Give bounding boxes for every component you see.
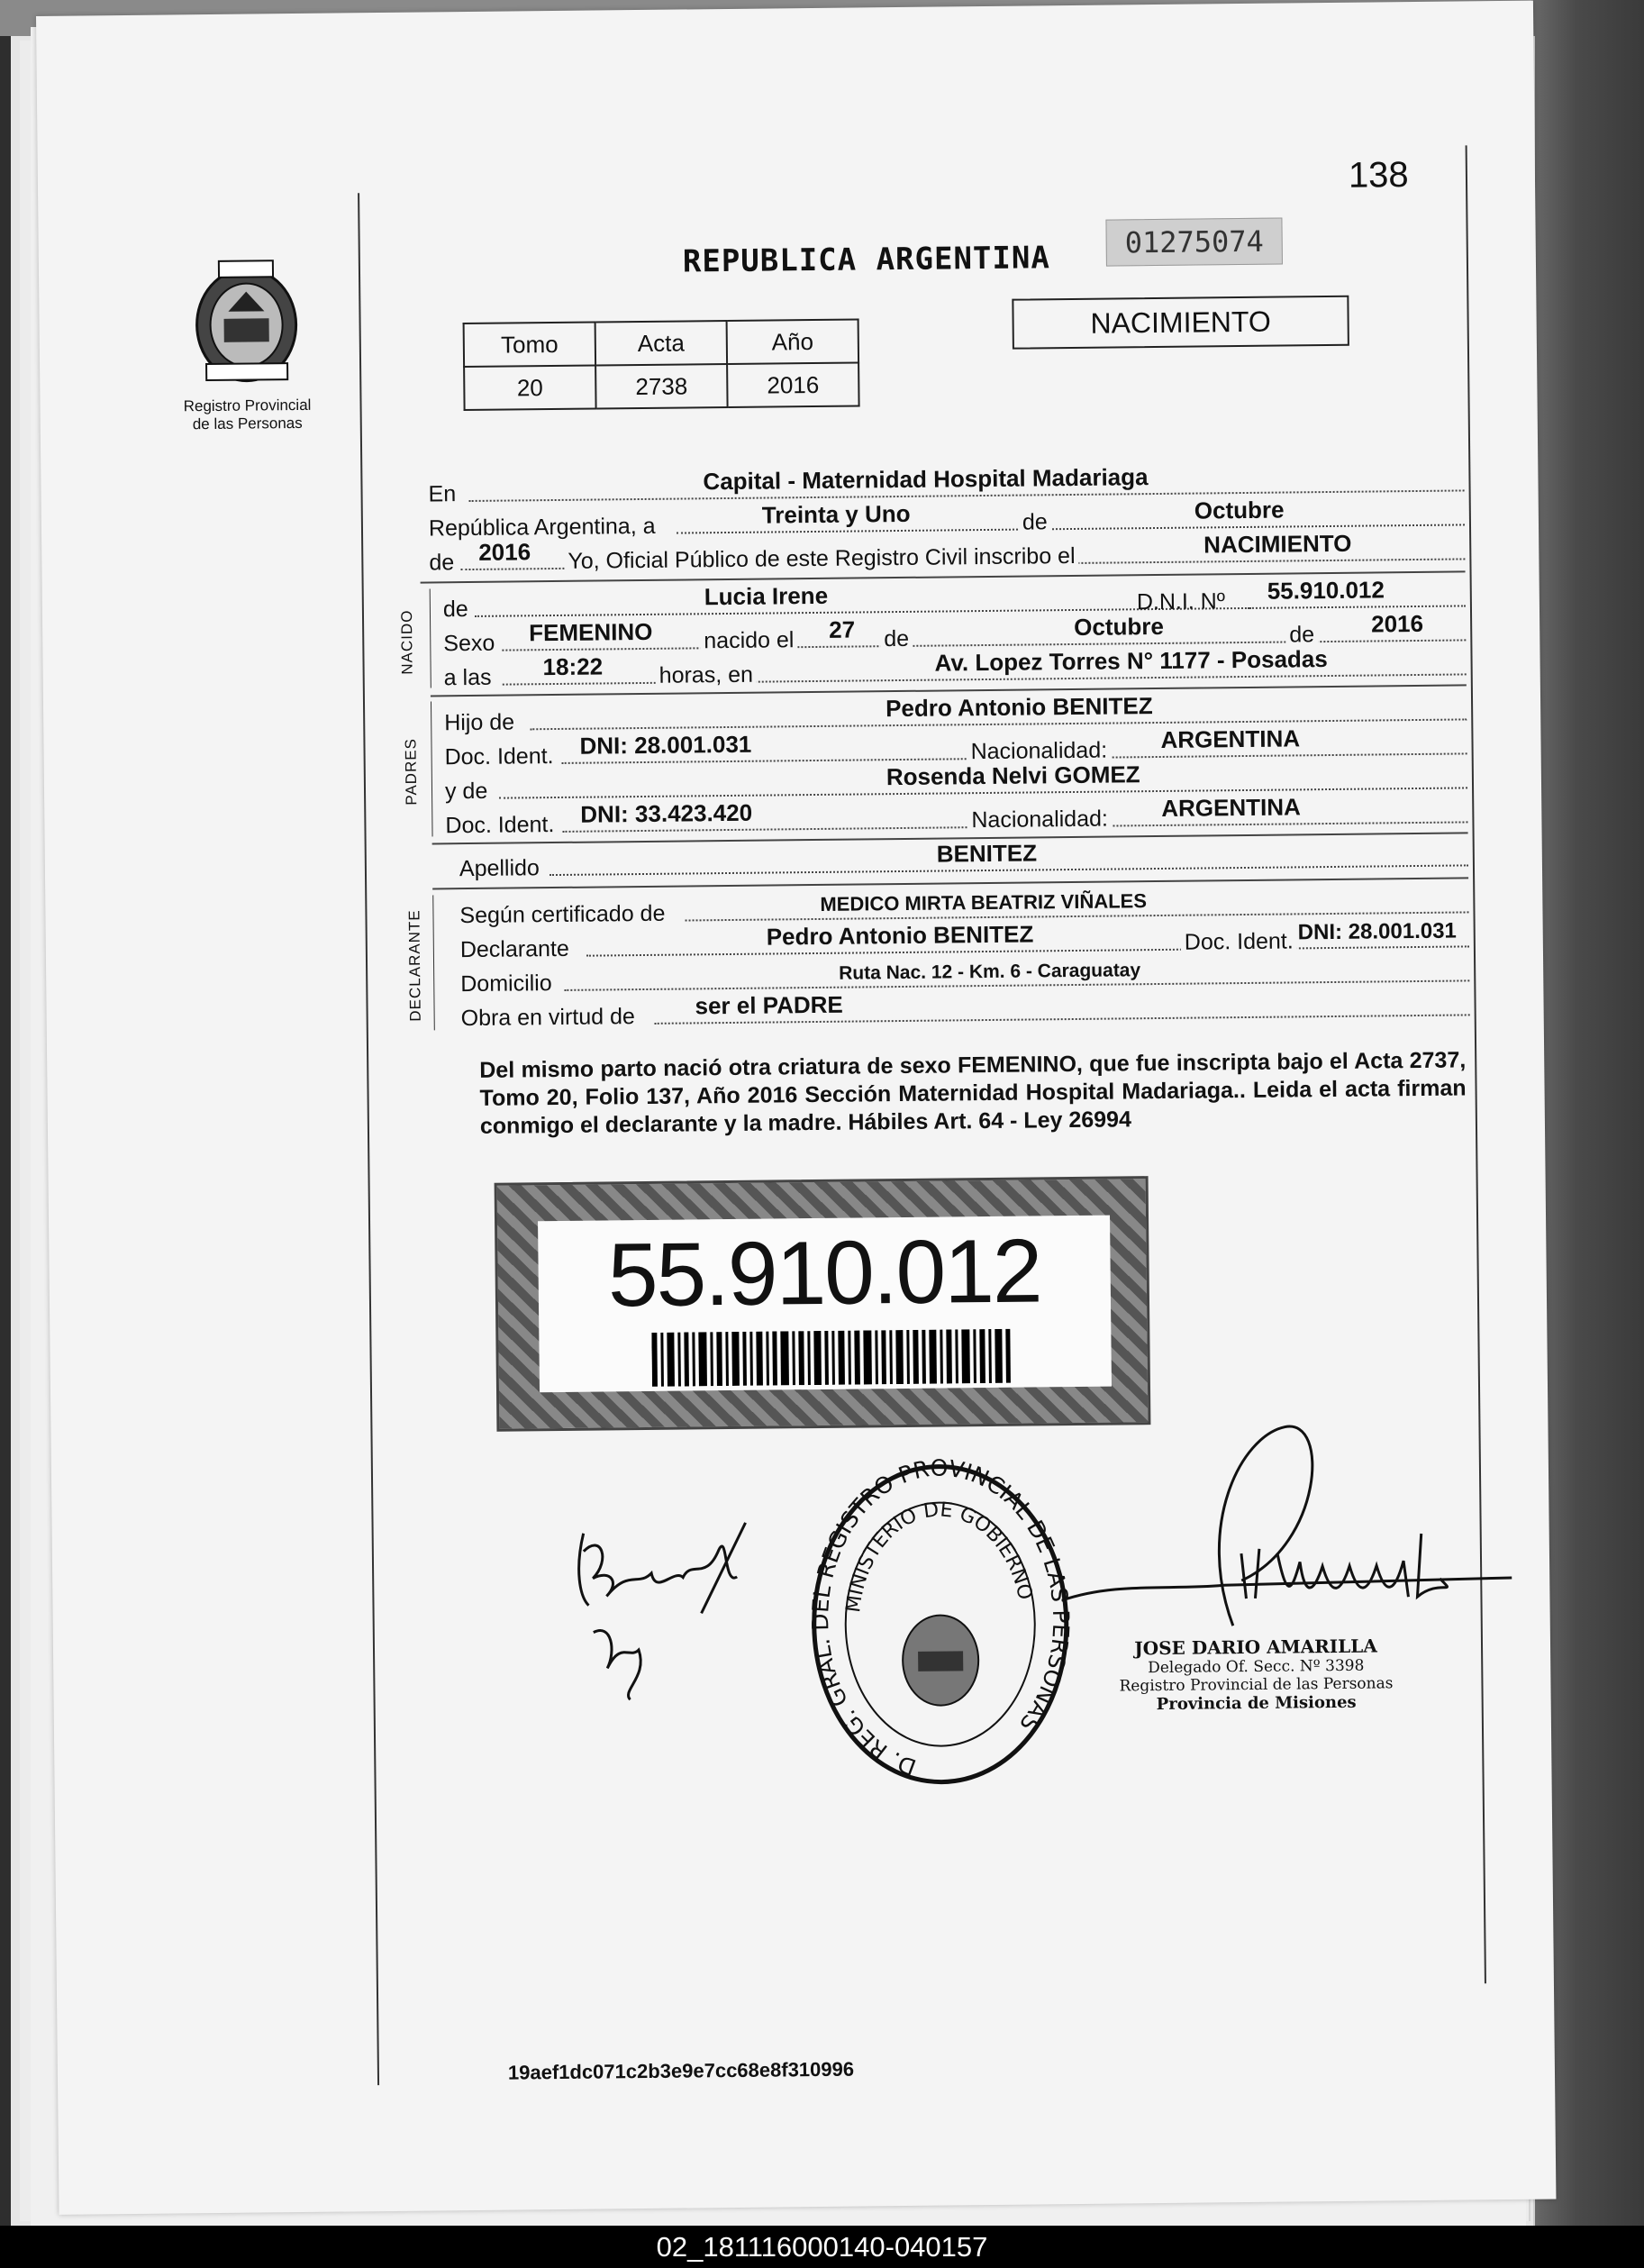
document-hash: 19aef1dc071c2b3e9e7cc68e8f310996 [507, 2057, 855, 2084]
dotted-line [1249, 605, 1466, 609]
value-time: 18:22 [542, 652, 604, 681]
stamp-role: Delegado Of. Secc. Nº 3398 [1148, 1656, 1365, 1678]
value-mother-doc: DNI: 33.423.420 [580, 798, 753, 828]
section-label-declarante: DECLARANTE [405, 909, 424, 1022]
value-mother-nationality: ARGENTINA [1161, 793, 1301, 822]
registry-value-acta: 2738 [595, 364, 727, 409]
value-birth-month: Octubre [1074, 612, 1165, 641]
registry-seal-icon [804, 1456, 1077, 1792]
image-caption: 02_181116000140-040157 [0, 2226, 1644, 2268]
registry-header-ano: Año [727, 319, 858, 364]
row-apellido [459, 837, 1468, 884]
registry-value-row [464, 362, 858, 410]
value-father-nationality: ARGENTINA [1160, 724, 1301, 753]
label-domicilio: Domicilio [460, 970, 552, 997]
value-place: Capital - Maternidad Hospital Madariaga [703, 463, 1149, 496]
label-obra: Obra en virtud de [460, 1004, 635, 1032]
label-de: de [1019, 509, 1051, 535]
value-father-name: Pedro Antonio BENITEZ [885, 692, 1153, 723]
label-father-nationality: Nacionalidad: [967, 738, 1111, 766]
value-certificado: MEDICO MIRTA BEATRIZ VIÑALES [820, 889, 1148, 915]
label-hijo-de: Hijo de [444, 709, 515, 736]
label-y-de: y de [444, 778, 488, 805]
registry-table [463, 318, 860, 411]
official-stamp [1094, 1635, 1419, 1715]
label-declarante-doc: Doc. Ident. [1181, 928, 1297, 955]
label-nacido-el: nacido el [700, 627, 797, 654]
label-de-month: de [880, 626, 913, 652]
dni-sticker [495, 1176, 1151, 1432]
right-margin-line [1466, 145, 1486, 1983]
registry-value-ano: 2016 [727, 362, 858, 407]
label-mother-doc: Doc. Ident. [445, 812, 555, 839]
page-number: 138 [1348, 155, 1409, 196]
act-type-box: NACIMIENTO [1012, 296, 1349, 350]
value-obra: ser el PADRE [695, 990, 843, 1020]
value-birth-place: Av. Lopez Torres N° 1177 - Posadas [934, 645, 1328, 677]
dni-sticker-number: 55.910.012 [607, 1220, 1041, 1326]
label-oficial: Yo, Oficial Público de este Registro Civil inscribo el [564, 543, 1079, 575]
value-inscribe: NACIMIENTO [1203, 529, 1352, 559]
logo-caption-2: de las Personas [192, 414, 303, 433]
value-declarante-doc: DNI: 28.001.031 [1297, 918, 1457, 945]
value-birth-year: 2016 [1370, 609, 1424, 638]
label-dni: D.N.I. Nº [1136, 588, 1226, 615]
registry-value-tomo: 20 [464, 366, 595, 411]
label-en: En [428, 481, 457, 507]
seal-outer-text: D. REG. GRAL. DEL REGISTRO PROVINCIAL DE LAS PERSONAS [807, 1456, 1075, 1781]
value-child-dni: 55.910.012 [1267, 576, 1385, 605]
value-month: Octubre [1194, 496, 1285, 524]
section-bracket [431, 701, 433, 836]
value-father-doc: DNI: 28.001.031 [579, 730, 752, 760]
registry-header-row [464, 319, 858, 367]
official-signature [1059, 1416, 1530, 1654]
country-title: REPUBLICA ARGENTINA [682, 240, 1051, 280]
left-margin-line [358, 193, 379, 2085]
value-child-name: Lucia Irene [704, 581, 829, 611]
birth-certificate-page [36, 1, 1556, 2215]
declarant-signature [565, 1495, 801, 1705]
stamp-province: Provincia de Misiones [1156, 1692, 1357, 1715]
label-horas: horas, en [656, 662, 758, 689]
label-apellido: Apellido [459, 855, 540, 882]
label-father-doc: Doc. Ident. [444, 743, 554, 770]
registry-header-tomo: Tomo [464, 323, 595, 368]
barcode-icon [651, 1329, 1013, 1387]
stamp-registry: Registro Provincial de las Personas [1119, 1674, 1394, 1696]
province-seal-icon [187, 257, 306, 393]
label-de-year: de [1285, 622, 1318, 648]
logo-caption-1: Registro Provincial [183, 396, 312, 415]
section-label-nacido: NACIDO [397, 609, 416, 675]
label-republica: República Argentina, a [428, 513, 656, 542]
value-mother-name: Rosenda Nelvi GOMEZ [886, 761, 1140, 791]
section-bracket [430, 588, 431, 688]
section-bracket [432, 895, 435, 1030]
observations-text: Del mismo parto nació otra criatura de sexo FEMENINO, que fue inscripta bajo el Acta 2737, Tomo 20, Folio 137, Año 2016 Sección Maternidad Hospital Madariaga.. Leida el acta firman conmigo el declarante y la madre. Hábiles Art. 64 - Ley 26994 [479, 1047, 1467, 1139]
dni-sticker-label [538, 1216, 1112, 1393]
serial-number: 01275074 [1105, 218, 1283, 267]
registry-header-acta: Acta [595, 321, 727, 366]
seal-inner-text: MINISTERIO DE GOBIERNO [842, 1498, 1037, 1615]
province-logo [156, 257, 338, 434]
section-label-padres: PADRES [402, 737, 421, 806]
value-day-text: Treinta y Uno [761, 499, 911, 529]
label-certificado: Según certificado de [459, 900, 666, 929]
stamp-name: JOSE DARIO AMARILLA [1134, 1635, 1377, 1660]
value-year: 2016 [478, 538, 531, 566]
svg-text:MINISTERIO DE GOBIERNO [841, 1498, 1037, 1614]
label-year-de: de [429, 550, 455, 576]
value-apellido: BENITEZ [936, 839, 1038, 868]
label-de-name: de [442, 597, 468, 623]
value-birth-day: 27 [829, 615, 856, 643]
label-mother-nationality: Nacionalidad: [967, 806, 1112, 834]
official-seal [804, 1456, 1077, 1797]
value-declarante-name: Pedro Antonio BENITEZ [766, 920, 1034, 951]
label-a-las: a las [443, 664, 492, 691]
value-sexo: FEMENINO [529, 617, 653, 647]
label-sexo: Sexo [443, 630, 495, 657]
value-domicilio: Ruta Nac. 12 - Km. 6 - Caraguatay [839, 960, 1141, 984]
label-declarante: Declarante [459, 935, 569, 963]
